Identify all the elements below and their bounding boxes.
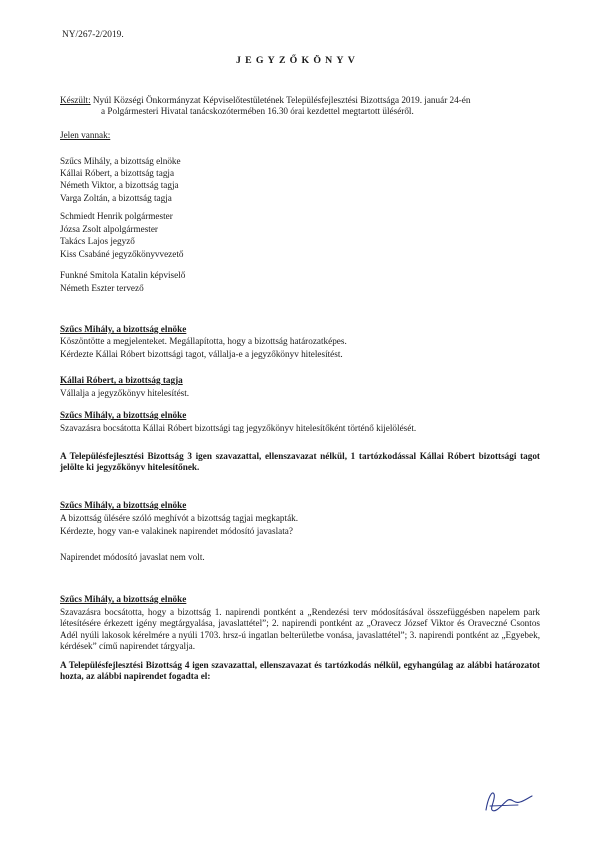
attendee: Németh Eszter tervező <box>60 283 144 293</box>
section-1-heading: Szűcs Mihály, a bizottság elnöke <box>60 324 187 334</box>
section-4-text: Napirendet módosító javaslat nem volt. <box>60 552 205 562</box>
prepared-line-1 <box>60 95 470 106</box>
present-label: Jelen vannak: <box>60 130 111 140</box>
section-5-paragraph: Szavazásra bocsátotta, hogy a bizottság 1. napirendi pontként a „Rendezési terv módosításával összefüggésben napelem park létesítésére érkezett igény megtárgyalása, javaslattétel”; 2. napirendi pontként az „Oravecz József Viktor és Oraveczné Csontos Adél nyúli lakosok kérelmére a nyúli 1703. hrsz-ú ingatlan belterületbe vonása, javaslattétel”; 3. napirendi pontként az „Egyebek, kérdések” című napirendet tárgyalja. <box>60 607 540 652</box>
attendee: Funkné Smitola Katalin képviselő <box>60 270 186 280</box>
section-2-text: Vállalja a jegyzőkönyv hitelesítést. <box>60 388 190 398</box>
attendee: Kállai Róbert, a bizottság tagja <box>60 168 175 178</box>
attendee: Kiss Csabáné jegyzőkönyvvezető <box>60 249 184 259</box>
prepared-line-2: a Polgármesteri Hivatal tanácskozótermében 16.30 órai kezdettel megtartott üléséről. <box>101 106 414 116</box>
attendee: Németh Viktor, a bizottság tagja <box>60 180 179 190</box>
section-1-text: Köszöntötte a megjelenteket. Megállapította, hogy a bizottság határozatképes. <box>60 336 347 346</box>
section-4-heading: Szűcs Mihály, a bizottság elnöke <box>60 500 187 510</box>
document-title: JEGYZŐKÖNYV <box>236 55 359 66</box>
section-5-heading: Szűcs Mihály, a bizottság elnöke <box>60 594 187 604</box>
attendee: Schmiedt Henrik polgármester <box>60 211 173 221</box>
attendee: Varga Zoltán, a bizottság tagja <box>60 193 172 203</box>
prepared-text-1: Nyúl Községi Önkormányzat Képviselőtestületének Településfejlesztési Bizottsága 2019. január 24-én <box>90 95 471 105</box>
prepared-label: Készült: <box>60 95 91 105</box>
section-3-text: Szavazásra bocsátotta Kállai Róbert bizottsági tag jegyzőkönyv hitelesítőként történő kijelölését. <box>60 423 417 433</box>
section-4-text: Kérdezte, hogy van-e valakinek napirendet módosító javaslata? <box>60 526 293 536</box>
attendee: Takács Lajos jegyző <box>60 236 135 246</box>
attendee: Józsa Zsolt alpolgármester <box>60 224 158 234</box>
resolution-1: A Településfejlesztési Bizottság 3 igen szavazattal, ellenszavazat nélkül, 1 tartózkodással Kállai Róbert bizottsági tagot jelölte ki jegyzőkönyv hitelesítőnek. <box>60 451 540 473</box>
reference-number: NY/267-2/2019. <box>62 30 124 40</box>
section-3-heading: Szűcs Mihály, a bizottság elnöke <box>60 410 187 420</box>
section-2-heading: Kállai Róbert, a bizottság tagja <box>60 375 183 385</box>
resolution-2: A Településfejlesztési Bizottság 4 igen szavazattal, ellenszavazat és tartózkodás nélkül, egyhangúlag az alábbi határozatot hozta, az alábbi napirendet fogadta el: <box>60 660 540 682</box>
section-1-text: Kérdezte Kállai Róbert bizottsági tagot, vállalja-e a jegyzőkönyv hitelesítést. <box>60 349 343 359</box>
attendee: Szűcs Mihály, a bizottság elnöke <box>60 156 181 166</box>
signature-mark <box>478 780 538 820</box>
section-4-text: A bizottság ülésére szóló meghívót a bizottság tagjai megkapták. <box>60 513 299 523</box>
